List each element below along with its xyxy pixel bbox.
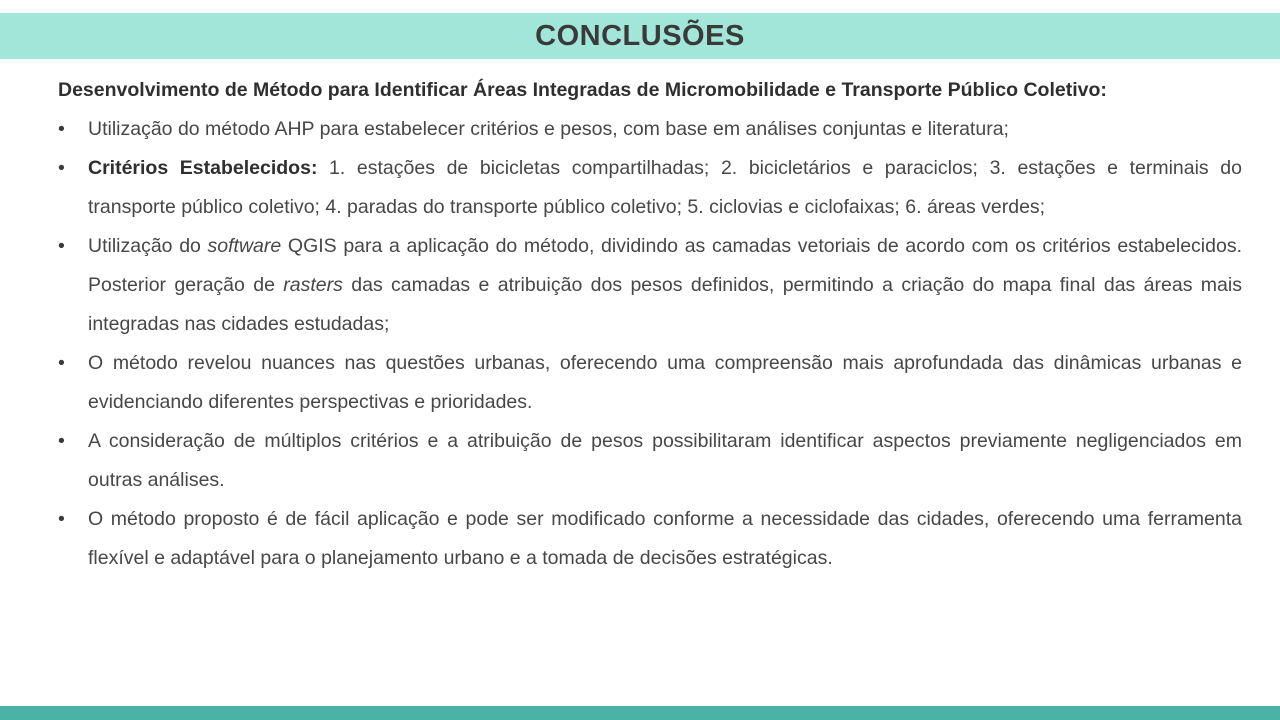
bullet-marker: • [58, 118, 65, 140]
bullet-text: A consideração de múltiplos critérios e a atribuição de pesos possibilitaram identificar aspectos previamente negligenciados em outras análises. [88, 430, 1242, 491]
bullet-marker: • [58, 508, 65, 530]
bullet-item-nuances [58, 344, 1242, 422]
bullet-item-qgis [58, 227, 1242, 344]
bullet-marker: • [58, 235, 65, 257]
title-bar [0, 13, 1280, 59]
bullet-emphasis-rasters: rasters [283, 274, 343, 296]
bullet-text-mid: QGIS para a aplicação do método, dividindo as camadas vetoriais de acordo com os critérios estabelecidos. Posterior geração de [88, 235, 1242, 296]
bullet-marker: • [58, 430, 65, 452]
slide-subtitle: Desenvolvimento de Método para Identificar Áreas Integradas de Micromobilidade e Transporte Público Coletivo: [58, 79, 1107, 101]
slide-content [58, 71, 1242, 578]
bullet-list [58, 110, 1242, 578]
bullet-text: O método revelou nuances nas questões urbanas, oferecendo uma compreensão mais aprofundada das dinâmicas urbanas e evidenciando diferentes perspectivas e prioridades. [88, 352, 1242, 413]
slide-title: CONCLUSÕES [535, 19, 745, 52]
bullet-item-criterios [58, 149, 1242, 227]
bullet-marker: • [58, 157, 65, 179]
bottom-accent-bar [0, 706, 1280, 720]
bullet-text-post: das camadas e atribuição dos pesos definidos, permitindo a criação do mapa final das áreas mais integradas nas cidades estudadas; [88, 274, 1242, 335]
bullet-item-metodo-proposto [58, 500, 1242, 578]
bullet-item-multiplos-criterios [58, 422, 1242, 500]
bullet-text: Utilização do método AHP para estabelecer critérios e pesos, com base em análises conjuntas e literatura; [88, 118, 1009, 140]
bullet-marker: • [58, 352, 65, 374]
bullet-emphasis-software: software [207, 235, 282, 257]
bullet-text-pre: Utilização do [88, 235, 208, 257]
bullet-lead: Critérios Estabelecidos: [88, 157, 318, 179]
bullet-text: 1. estações de bicicletas compartilhadas; 2. bicicletários e paraciclos; 3. estações e terminais do transporte público coletivo; 4. paradas do transporte público coletivo; 5. ciclovias e ciclofaixas; 6. áreas verdes; [88, 157, 1242, 218]
bullet-item-ahp [58, 110, 1242, 149]
bullet-text: O método proposto é de fácil aplicação e pode ser modificado conforme a necessidade das cidades, oferecendo uma ferramenta flexível e adaptável para o planejamento urbano e a tomada de decisões estratégicas. [88, 508, 1242, 569]
